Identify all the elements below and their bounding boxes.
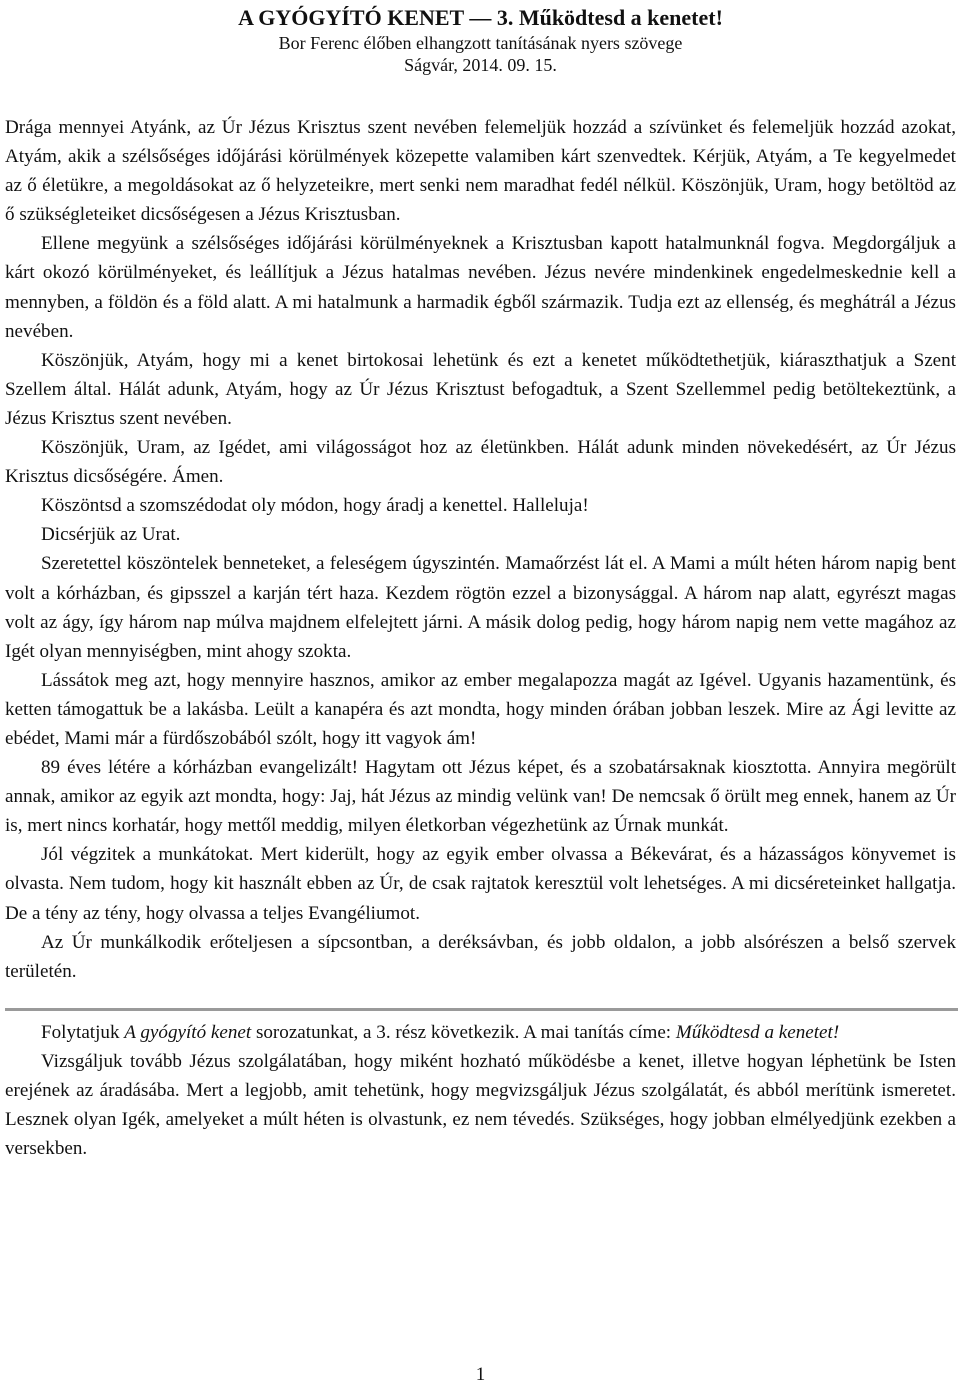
- prayer-and-testimony-text: [5, 113, 956, 986]
- document-title: A GYÓGYÍTÓ KENET — 3. Működtesd a kenetet!: [238, 5, 723, 30]
- intro-text-middle: sorozatunkat, a 3. rész következik. A mai tanítás címe:: [251, 1021, 676, 1043]
- teaching-introduction: [5, 1018, 956, 1163]
- paragraph-1: Drága mennyei Atyánk, az Úr Jézus Krisztus szent nevében felemeljük hozzád a szívünket és felemeljük hozzád azokat, Atyám, akik a szélsőséges időjárási körülmények közepette valamiben kárt szenvedtek. Kérjük, Atyám, a Te kegyelmedet az ő életükre, a megoldásokat az ő helyzeteikre, mert senki nem maradhat fedél nélkül. Köszönjük, Uram, hogy betöltöd az ő szükségleteiket dicsőségesen a Jézus Krisztusban.: [5, 117, 956, 226]
- place-date: Ságvár, 2014. 09. 15.: [404, 55, 557, 75]
- intro-paragraph: [5, 1018, 956, 1047]
- document-header: [5, 0, 956, 76]
- paragraph-3: Köszönjük, Atyám, hogy mi a kenet birtokosai lehetünk és ezt a kenetet működtethetjük, kiáraszthatjuk a Szent Szellem által. Hálát adunk, Atyám, hogy az Úr Jézus Krisztust befogadtuk, a Szent Szellemmel pedig betöltekeztünk, a Jézus Krisztus szent nevében.: [5, 349, 956, 429]
- paragraph-2: Ellene megyünk a szélsőséges időjárási körülményeknek a Krisztusban kapott hatalmunknál fogva. Megdorgáljuk a kárt okozó körülményeket, és leállítjuk a Jézus hatalmas nevében. Jézus nevére mindenkinek engedelmeskednie kell a mennyben, a földön és a föld alatt. A mi hatalmunk a harmadik égből származik. Tudja ezt az ellenség, és meghátrál a Jézus nevében.: [5, 233, 956, 342]
- paragraph-5: Köszöntsd a szomszédodat oly módon, hogy áradj a kenettel. Halleluja!: [41, 495, 589, 517]
- paragraph-4: Köszönjük, Uram, az Igédet, ami világosságot hoz az életünkben. Hálát adunk minden növekedésért, az Úr Jézus Krisztus dicsőségére. Ámen.: [5, 437, 956, 488]
- document-subtitle: Bor Ferenc élőben elhangzott tanításának nyers szövege: [278, 33, 683, 53]
- paragraph-9: 89 éves létére a kórházban evangelizált! Hagytam ott Jézus képet, és a szobatársaknak kiosztotta. Annyira megörült annak, amikor az egyik azt mondta, hogy: Jaj, hát Jézus az mindig velünk van! De nemcsak ő örült meg ennek, hanem az Úr is, mert nincs korhatár, hogy mettől meddig, milyen életkorban végezhetünk az Úrnak munkát.: [5, 757, 956, 837]
- paragraph-11: Az Úr munkálkodik erőteljesen a sípcsontban, a deréksávban, és jobb oldalon, a jobb alsórészen a belső szervek területén.: [5, 931, 956, 982]
- intro-text-start: Folytatjuk: [41, 1021, 125, 1043]
- paragraph-10: Jól végzitek a munkátokat. Mert kiderült, hogy az egyik ember olvassa a Békevárat, és a házasságos könyvemet is olvasta. Nem tudom, hogy kit használt ebben az Úr, de csak rajtatok keresztül volt lehetséges. A mi dicséreteinket hallgatja. De a tény az tény, hogy olvassa a teljes Evangéliumot.: [5, 844, 956, 924]
- paragraph-7: Szeretettel köszöntelek benneteket, a feleségem úgyszintén. Mamaőrzést lát el. A Mami a múlt héten három napig bent volt a kórházban, és gipsszel a karján tért haza. Kezdem rögtön ezzel a bizonysággal. A három nap alatt, egyrészt magas volt az ágy, így három nap múlva majdnem elfelejtett járni. A másik dolog pedig, hogy három napig nem vette magához az Igét olyan mennyiségben, mint ahogy szokta.: [5, 553, 956, 662]
- section-divider: [5, 1008, 958, 1011]
- lesson-title: Működtesd a kenetet!: [675, 1021, 840, 1043]
- page-number: 1: [475, 1364, 486, 1385]
- paragraph-6: Dicsérjük az Urat.: [41, 524, 181, 546]
- document-page: [5, 0, 956, 1388]
- series-title: A gyógyító kenet: [124, 1021, 252, 1043]
- teaching-paragraph: Vizsgáljuk tovább Jézus szolgálatában, hogy miként hozható működésbe a kenet, illetve hogyan léphetünk be Isten erejének az áradásába. Mert a legjobb, amit tehetünk, hogy megvizsgáljuk Jézus szolgálatát, és abból merítünk ismeretet. Lesznek olyan Igék, amelyeket a múlt héten is olvastunk, ez nem tévedés. Szükséges, hogy jobban elmélyedjünk ezekben a versekben.: [5, 1050, 956, 1160]
- paragraph-8: Lássátok meg azt, hogy mennyire hasznos, amikor az ember megalapozza magát az Igével. Ugyanis hazamentünk, és ketten támogattuk be a lakásba. Leült a kanapéra és azt mondta, hogy minden órában jobban leszek. Mire az Ági levitte az ebédet, Mami már a fürdőszobából szólt, hogy itt vagyok ám!: [5, 669, 956, 749]
